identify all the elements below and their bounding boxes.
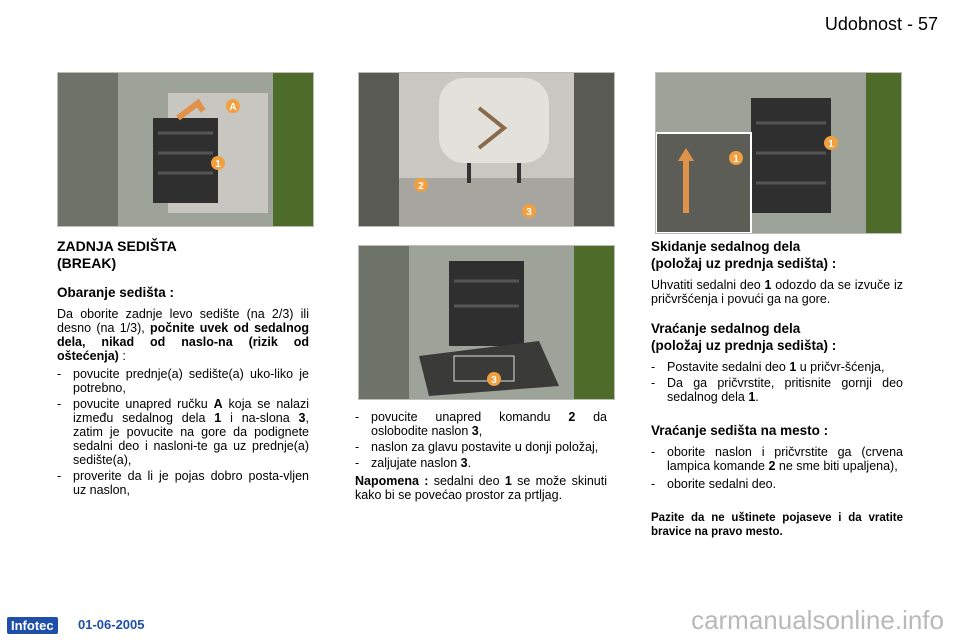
subtitle-seat-back-in-place: Vraćanje sedišta na mesto : <box>651 423 829 438</box>
list-item: - oborite sedalni deo. <box>651 477 903 491</box>
photo-seat-removal <box>655 72 902 234</box>
back-steps <box>651 445 903 491</box>
list-item: - Postavite sedalni deo 1 u pričvr-šćenja, <box>651 360 903 374</box>
photo2-label-3: 3 <box>526 207 532 218</box>
note: Napomena : sedalni deo 1 se može skinuti kako bi se povećao prostor za prtljag. <box>355 474 607 502</box>
list-item: - proverite da li je pojas dobro posta-vljen uz naslon, <box>57 469 309 497</box>
photo3-label-3: 3 <box>491 375 497 386</box>
list-item: - povucite unapred komandu 2 da oslobodite naslon 3, <box>355 410 607 438</box>
photo4-label-1a: 1 <box>733 154 739 165</box>
photo-seat-folded-down-illustration <box>359 246 614 399</box>
infotec-logo: Infotec <box>7 617 58 634</box>
photo-headrest <box>358 72 615 227</box>
column-rear-seats <box>57 238 309 497</box>
photo-seat-removal-illustration <box>656 73 901 233</box>
watermark: carmanualsonline.info <box>691 605 944 635</box>
list-item: - zaljujate naslon 3. <box>355 456 607 470</box>
photo-seat-folded-down <box>358 245 615 400</box>
page-header: Udobnost - 57 <box>824 14 938 34</box>
folding-steps <box>57 367 309 497</box>
list-item: - naslon za glavu postavite u donji položaj, <box>355 440 607 454</box>
list-item: - povucite unapred ručku A koja se nalazi između sedalnog dela 1 i na-slona 3, zatim je povucite na gore da podignete sedalni deo i nasloni-te ga uz prednje(a) sedište(a), <box>57 397 309 467</box>
subtitle-return-seat: Vraćanje sedalnog dela (položaj uz prednja sedišta) : <box>651 321 837 353</box>
section-title-rear-seats: ZADNJA SEDIŠTA (BREAK) <box>57 238 177 271</box>
column-seat-removal <box>651 238 903 539</box>
photo4-label-1b: 1 <box>828 139 834 150</box>
list-item: - Da ga pričvrstite, pritisnite gornji deo sedalnog dela 1. <box>651 376 903 404</box>
footer-date: 01-06-2005 <box>78 617 145 632</box>
return-steps <box>651 360 903 404</box>
folding-intro: Da oborite zadnje levo sedište (na 2/3) ili desno (na 1/3), počnite uvek od sedalnog dela, nikad od naslo-na (rizik od oštećenja) : <box>57 307 309 363</box>
warning: Pazite da ne uštinete pojaseve i da vratite bravice na pravo mesto. <box>651 512 903 538</box>
subtitle-folding: Obaranje sedišta : <box>57 285 175 300</box>
photo2-label-2: 2 <box>418 181 424 192</box>
list-item: - oborite naslon i pričvrstite ga (crvena lampica komande 2 ne sme biti upaljena), <box>651 445 903 473</box>
remove-text: Uhvatiti sedalni deo 1 odozdo da se izvuče iz pričvršćenja i povući ga na gore. <box>651 278 903 306</box>
subtitle-remove-seat: Skidanje sedalnog dela (položaj uz prednja sedišta) : <box>651 239 837 271</box>
column-backrest <box>355 410 607 502</box>
photo1-label-a: A <box>229 102 237 113</box>
photo-seat-fold-illustration <box>58 73 313 226</box>
photo-seat-fold <box>57 72 314 227</box>
backrest-steps <box>355 410 607 470</box>
list-item: - povucite prednje(a) sedište(a) uko-liko je potrebno, <box>57 367 309 395</box>
photo-headrest-illustration <box>359 73 614 226</box>
photo1-label-1: 1 <box>215 159 221 170</box>
